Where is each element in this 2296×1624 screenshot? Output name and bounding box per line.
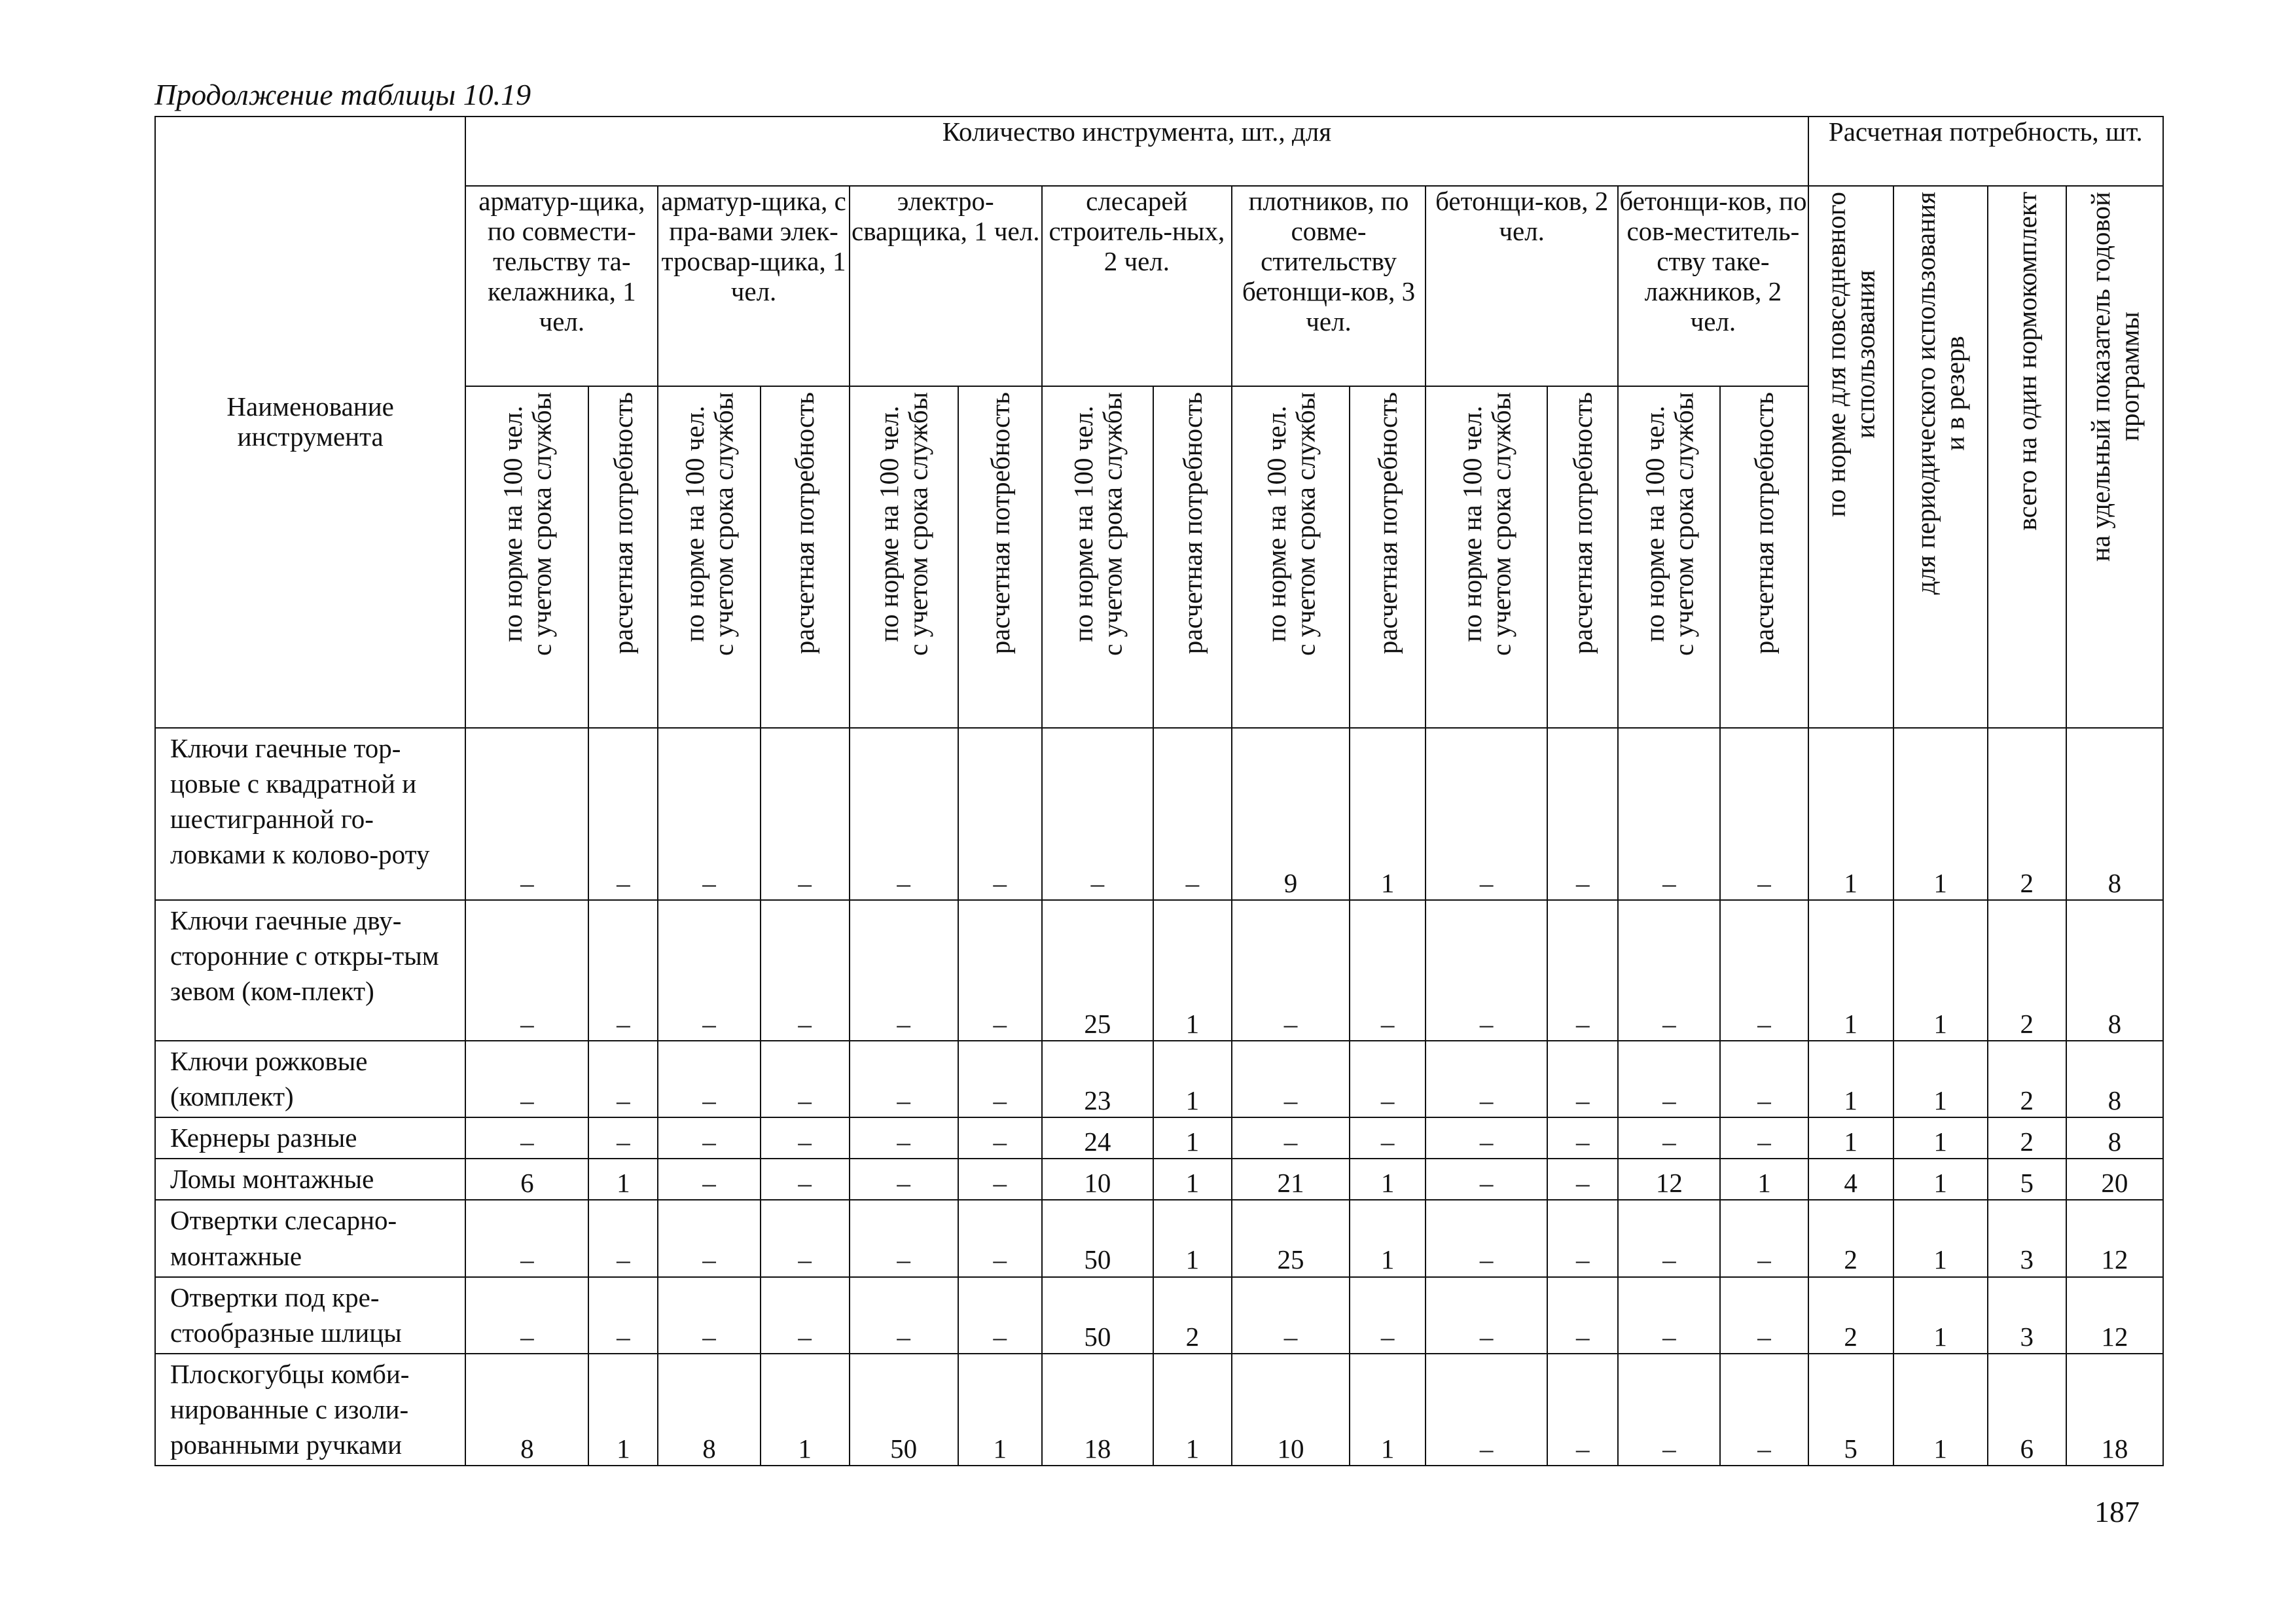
worker-header: бетонщи-ков, 2 чел. bbox=[1426, 186, 1618, 386]
value-cell: 1 bbox=[1720, 1159, 1808, 1200]
value-cell: – bbox=[1547, 1159, 1618, 1200]
value-cell: – bbox=[761, 1041, 850, 1117]
vertical-label-line: расчетная потребность bbox=[789, 392, 820, 655]
value-cell: – bbox=[1426, 1200, 1547, 1276]
value-cell: 8 bbox=[2066, 728, 2163, 900]
norm-header bbox=[1042, 386, 1153, 728]
table-row bbox=[155, 1200, 2163, 1276]
vertical-label-line: с учетом срока службы bbox=[708, 392, 739, 656]
value-cell: 1 bbox=[1893, 1354, 1988, 1466]
vertical-label-line: использования bbox=[1850, 270, 1880, 439]
value-cell: – bbox=[958, 1117, 1042, 1159]
table-row bbox=[155, 900, 2163, 1041]
value-cell: – bbox=[850, 900, 958, 1041]
value-cell: – bbox=[958, 900, 1042, 1041]
value-cell: 1 bbox=[1153, 1354, 1232, 1466]
table-row bbox=[155, 1277, 2163, 1354]
col-header-name: Наименование инструмента bbox=[155, 117, 465, 728]
norm-header bbox=[465, 386, 588, 728]
value-cell: 2 bbox=[1988, 728, 2066, 900]
vertical-label-line: расчетная потребность bbox=[1749, 392, 1780, 655]
tool-name-cell: Отвертки слесарно-монтажные bbox=[155, 1200, 465, 1276]
value-cell: 1 bbox=[1893, 728, 1988, 900]
value-cell: – bbox=[1232, 900, 1350, 1041]
worker-header: плотников, по совме-стительству бетонщи-ков, 3 чел. bbox=[1232, 186, 1426, 386]
value-cell: 2 bbox=[1988, 1117, 2066, 1159]
calc-need-header bbox=[958, 386, 1042, 728]
value-cell: – bbox=[1350, 1041, 1426, 1117]
value-cell: – bbox=[1547, 900, 1618, 1041]
value-cell: – bbox=[1720, 1041, 1808, 1117]
vertical-label-line: с учетом срока службы bbox=[526, 392, 557, 656]
value-cell: – bbox=[658, 1041, 760, 1117]
vertical-label-line: с учетом срока службы bbox=[1668, 392, 1699, 656]
value-cell: – bbox=[1350, 900, 1426, 1041]
value-cell: – bbox=[658, 1200, 760, 1276]
vertical-label-line: по норме на 100 чел. bbox=[1456, 405, 1487, 642]
table-body bbox=[155, 728, 2163, 1466]
vertical-label-line: расчетная потребность bbox=[1372, 392, 1403, 655]
value-cell: – bbox=[761, 728, 850, 900]
value-cell: 5 bbox=[1988, 1159, 2066, 1200]
value-cell: 20 bbox=[2066, 1159, 2163, 1200]
tool-name-cell: Плоскогубцы комби-нированные с изоли-рованными ручками bbox=[155, 1354, 465, 1466]
vertical-label-line: и в резерв bbox=[1939, 336, 1970, 451]
value-cell: 4 bbox=[1808, 1159, 1893, 1200]
value-cell: – bbox=[1618, 1277, 1720, 1354]
value-cell: 2 bbox=[1808, 1277, 1893, 1354]
value-cell: 8 bbox=[658, 1354, 760, 1466]
value-cell: 24 bbox=[1042, 1117, 1153, 1159]
value-cell: – bbox=[465, 1277, 588, 1354]
value-cell: 1 bbox=[588, 1354, 658, 1466]
tool-name-cell: Ключи гаечные тор-цовые с квадратной и шестигранной го-ловками к колово-роту bbox=[155, 728, 465, 900]
value-cell: 18 bbox=[2066, 1354, 2163, 1466]
value-cell: – bbox=[588, 728, 658, 900]
value-cell: – bbox=[1618, 1041, 1720, 1117]
calc-header-total bbox=[1988, 186, 2066, 728]
vertical-label-line: с учетом срока службы bbox=[903, 392, 933, 656]
value-cell: – bbox=[1426, 1041, 1547, 1117]
value-cell: – bbox=[1350, 1117, 1426, 1159]
table-row bbox=[155, 1354, 2163, 1466]
tool-name-cell: Ломы монтажные bbox=[155, 1159, 465, 1200]
value-cell: – bbox=[1720, 1200, 1808, 1276]
value-cell: – bbox=[958, 1277, 1042, 1354]
norm-header bbox=[850, 386, 958, 728]
vertical-label-line: по норме для повседневного bbox=[1821, 192, 1852, 517]
value-cell: – bbox=[850, 1277, 958, 1354]
value-cell: – bbox=[1426, 728, 1547, 900]
value-cell: – bbox=[588, 1277, 658, 1354]
value-cell: – bbox=[1426, 1354, 1547, 1466]
tools-table bbox=[154, 116, 2164, 1466]
value-cell: – bbox=[850, 1041, 958, 1117]
value-cell: – bbox=[1720, 900, 1808, 1041]
worker-header: арматур-щика, по совмести-тельству та-келажника, 1 чел. bbox=[465, 186, 658, 386]
value-cell: 12 bbox=[2066, 1200, 2163, 1276]
value-cell: 1 bbox=[1893, 1159, 1988, 1200]
value-cell: – bbox=[588, 1117, 658, 1159]
value-cell: 2 bbox=[1808, 1200, 1893, 1276]
value-cell: – bbox=[1618, 728, 1720, 900]
value-cell: 50 bbox=[1042, 1200, 1153, 1276]
tool-name-cell: Отвертки под кре-стообразные шлицы bbox=[155, 1277, 465, 1354]
vertical-label-line: программы bbox=[2113, 312, 2144, 442]
value-cell: 1 bbox=[1893, 900, 1988, 1041]
value-cell: 1 bbox=[761, 1354, 850, 1466]
value-cell: 2 bbox=[1153, 1277, 1232, 1354]
calc-need-header bbox=[588, 386, 658, 728]
value-cell: 8 bbox=[2066, 900, 2163, 1041]
value-cell: 25 bbox=[1232, 1200, 1350, 1276]
value-cell: 1 bbox=[1893, 1117, 1988, 1159]
calc-header-daily bbox=[1808, 186, 1893, 728]
value-cell: 12 bbox=[2066, 1277, 2163, 1354]
worker-header: электро-сварщика, 1 чел. bbox=[850, 186, 1042, 386]
value-cell: 1 bbox=[1808, 1117, 1893, 1159]
value-cell: 50 bbox=[850, 1354, 958, 1466]
value-cell: – bbox=[1426, 900, 1547, 1041]
value-cell: 2 bbox=[1988, 1041, 2066, 1117]
value-cell: 3 bbox=[1988, 1277, 2066, 1354]
table-row bbox=[155, 1041, 2163, 1117]
value-cell: – bbox=[1547, 1041, 1618, 1117]
value-cell: – bbox=[658, 1117, 760, 1159]
calc-need-header bbox=[761, 386, 850, 728]
value-cell: – bbox=[761, 1159, 850, 1200]
tool-name-cell: Ключи рожковые (комплект) bbox=[155, 1041, 465, 1117]
value-cell: 1 bbox=[1153, 1041, 1232, 1117]
value-cell: – bbox=[588, 1200, 658, 1276]
vertical-label-line: по норме на 100 чел. bbox=[679, 405, 710, 642]
calc-need-header bbox=[1547, 386, 1618, 728]
value-cell: – bbox=[761, 1277, 850, 1354]
value-cell: 2 bbox=[1988, 900, 2066, 1041]
table-caption: Продолжение таблицы 10.19 bbox=[154, 78, 531, 111]
value-cell: 1 bbox=[1350, 1159, 1426, 1200]
worker-header: бетонщи-ков, по сов-меститель-ству таке-лажников, 2 чел. bbox=[1618, 186, 1808, 386]
value-cell: – bbox=[850, 728, 958, 900]
value-cell: 25 bbox=[1042, 900, 1153, 1041]
value-cell: 1 bbox=[1808, 728, 1893, 900]
calc-header-annual bbox=[2066, 186, 2163, 728]
value-cell: – bbox=[1618, 1117, 1720, 1159]
value-cell: 18 bbox=[1042, 1354, 1153, 1466]
vertical-label-line: для периодического использования bbox=[1910, 192, 1941, 595]
value-cell: 1 bbox=[1350, 1200, 1426, 1276]
norm-header bbox=[1618, 386, 1720, 728]
table-row bbox=[155, 1117, 2163, 1159]
value-cell: – bbox=[958, 1159, 1042, 1200]
value-cell: – bbox=[850, 1200, 958, 1276]
value-cell: – bbox=[465, 1041, 588, 1117]
value-cell: – bbox=[658, 1159, 760, 1200]
value-cell: – bbox=[958, 728, 1042, 900]
value-cell: – bbox=[1547, 1277, 1618, 1354]
value-cell: – bbox=[761, 1117, 850, 1159]
table-row bbox=[155, 1159, 2163, 1200]
page-number: 187 bbox=[2094, 1495, 2140, 1528]
value-cell: 1 bbox=[1893, 1200, 1988, 1276]
vertical-label-line: с учетом срока службы bbox=[1486, 392, 1516, 656]
value-cell: 1 bbox=[1808, 1041, 1893, 1117]
value-cell: 1 bbox=[1893, 1041, 1988, 1117]
value-cell: 12 bbox=[1618, 1159, 1720, 1200]
vertical-label-line: на удельный показатель годовой bbox=[2085, 192, 2115, 562]
value-cell: – bbox=[1232, 1277, 1350, 1354]
tool-name-cell: Ключи гаечные дву-сторонние с откры-тым зевом (ком-плект) bbox=[155, 900, 465, 1041]
worker-header: арматур-щика, с пра-вами элек-тросвар-щика, 1 чел. bbox=[658, 186, 849, 386]
value-cell: – bbox=[588, 1041, 658, 1117]
value-cell: – bbox=[658, 900, 760, 1041]
value-cell: 6 bbox=[1988, 1354, 2066, 1466]
value-cell: – bbox=[1720, 1117, 1808, 1159]
vertical-label-line: расчетная потребность bbox=[608, 392, 639, 655]
value-cell: – bbox=[465, 1117, 588, 1159]
value-cell: – bbox=[588, 900, 658, 1041]
worker-header: слесарей строитель-ных, 2 чел. bbox=[1042, 186, 1232, 386]
norm-header bbox=[1232, 386, 1350, 728]
col-group-calculated: Расчетная потребность, шт. bbox=[1808, 117, 2163, 186]
value-cell: – bbox=[1153, 728, 1232, 900]
value-cell: 5 bbox=[1808, 1354, 1893, 1466]
value-cell: 1 bbox=[1808, 900, 1893, 1041]
tool-name-cell: Кернеры разные bbox=[155, 1117, 465, 1159]
value-cell: – bbox=[465, 1200, 588, 1276]
vertical-label-line: по норме на 100 чел. bbox=[497, 405, 528, 642]
value-cell: 1 bbox=[1153, 1200, 1232, 1276]
table-row bbox=[155, 728, 2163, 900]
calc-need-header bbox=[1153, 386, 1232, 728]
vertical-label-line: расчетная потребность bbox=[1568, 392, 1598, 655]
value-cell: 23 bbox=[1042, 1041, 1153, 1117]
value-cell: 10 bbox=[1042, 1159, 1153, 1200]
value-cell: 1 bbox=[1350, 728, 1426, 900]
value-cell: – bbox=[1720, 728, 1808, 900]
calc-header-periodic bbox=[1893, 186, 1988, 728]
vertical-label-line: с учетом срока службы bbox=[1096, 392, 1127, 656]
value-cell: 50 bbox=[1042, 1277, 1153, 1354]
value-cell: – bbox=[958, 1200, 1042, 1276]
value-cell: 10 bbox=[1232, 1354, 1350, 1466]
vertical-label-line: по норме на 100 чел. bbox=[1640, 405, 1670, 642]
value-cell: – bbox=[658, 1277, 760, 1354]
value-cell: 1 bbox=[1153, 1117, 1232, 1159]
value-cell: – bbox=[1618, 1200, 1720, 1276]
value-cell: – bbox=[1547, 1117, 1618, 1159]
vertical-label-line: по норме на 100 чел. bbox=[1261, 405, 1291, 642]
value-cell: – bbox=[658, 728, 760, 900]
value-cell: – bbox=[1547, 1200, 1618, 1276]
value-cell: – bbox=[850, 1159, 958, 1200]
value-cell: – bbox=[761, 1200, 850, 1276]
value-cell: 3 bbox=[1988, 1200, 2066, 1276]
value-cell: 8 bbox=[2066, 1041, 2163, 1117]
value-cell: 1 bbox=[1153, 1159, 1232, 1200]
value-cell: – bbox=[1618, 1354, 1720, 1466]
value-cell: – bbox=[1426, 1277, 1547, 1354]
value-cell: – bbox=[850, 1117, 958, 1159]
calc-need-header bbox=[1350, 386, 1426, 728]
vertical-label-line: с учетом срока службы bbox=[1289, 392, 1320, 656]
value-cell: 8 bbox=[465, 1354, 588, 1466]
vertical-label-line: расчетная потребность bbox=[984, 392, 1015, 655]
vertical-label-line: всего на один нормокомплект bbox=[2011, 192, 2042, 531]
value-cell: 1 bbox=[1350, 1354, 1426, 1466]
value-cell: – bbox=[1350, 1277, 1426, 1354]
value-cell: – bbox=[1720, 1277, 1808, 1354]
norm-header bbox=[658, 386, 760, 728]
value-cell: – bbox=[1232, 1117, 1350, 1159]
value-cell: – bbox=[1426, 1159, 1547, 1200]
vertical-label-line: по норме на 100 чел. bbox=[874, 405, 905, 642]
value-cell: 21 bbox=[1232, 1159, 1350, 1200]
value-cell: – bbox=[1547, 1354, 1618, 1466]
value-cell: – bbox=[1618, 900, 1720, 1041]
value-cell: 1 bbox=[588, 1159, 658, 1200]
value-cell: 1 bbox=[958, 1354, 1042, 1466]
vertical-label-line: расчетная потребность bbox=[1177, 392, 1208, 655]
value-cell: 1 bbox=[1153, 900, 1232, 1041]
value-cell: – bbox=[958, 1041, 1042, 1117]
value-cell: – bbox=[761, 900, 850, 1041]
value-cell: – bbox=[1042, 728, 1153, 900]
value-cell: 8 bbox=[2066, 1117, 2163, 1159]
norm-header bbox=[1426, 386, 1547, 728]
value-cell: – bbox=[465, 728, 588, 900]
value-cell: – bbox=[465, 900, 588, 1041]
value-cell: 6 bbox=[465, 1159, 588, 1200]
vertical-label-line: по норме на 100 чел. bbox=[1067, 405, 1098, 642]
calc-need-header bbox=[1720, 386, 1808, 728]
value-cell: – bbox=[1720, 1354, 1808, 1466]
value-cell: 1 bbox=[1893, 1277, 1988, 1354]
value-cell: – bbox=[1547, 728, 1618, 900]
value-cell: 9 bbox=[1232, 728, 1350, 900]
col-group-quantity: Количество инструмента, шт., для bbox=[465, 117, 1808, 186]
value-cell: – bbox=[1232, 1041, 1350, 1117]
value-cell: – bbox=[1426, 1117, 1547, 1159]
